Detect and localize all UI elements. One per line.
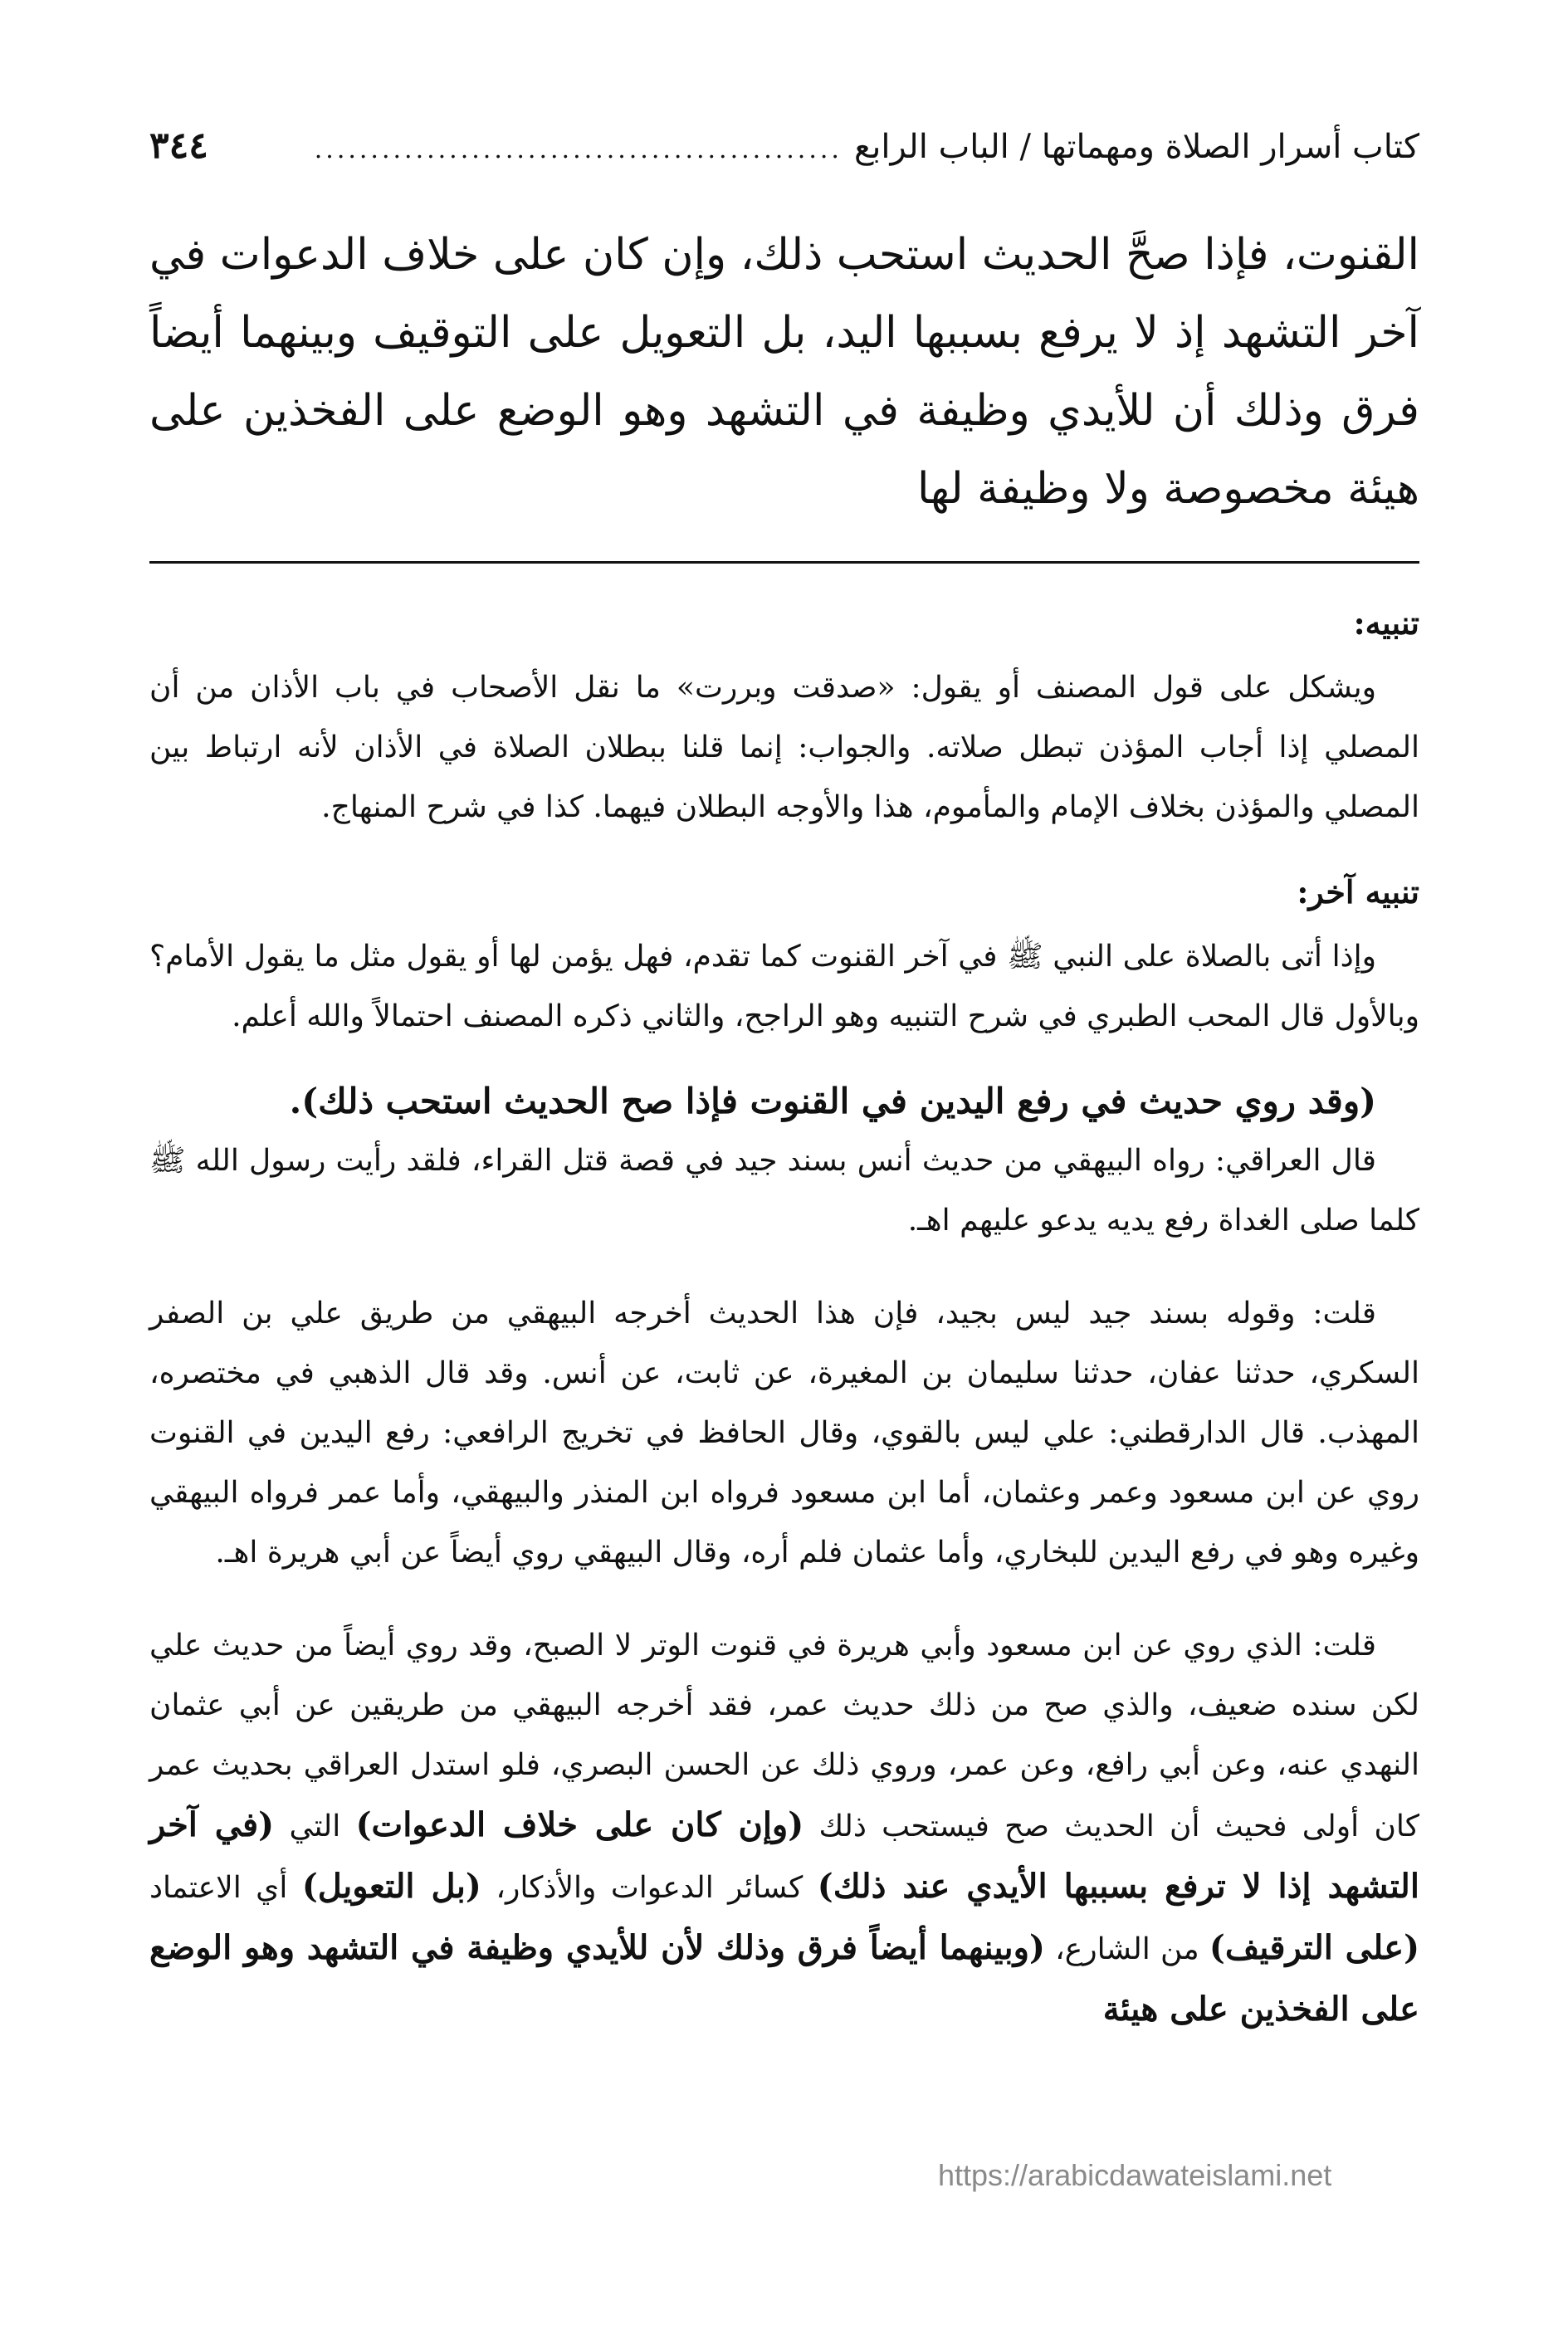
quoted-main-fragment: (على الترقيف) [1209,1928,1420,1967]
commentary-paragraph-iraqi: قال العراقي: رواه البيهقي من حديث أنس بسند جيد في قصة قتل القراء، فلقد رأيت رسول الله ﷺ كلما صلى الغداة رفع يديه يدعو عليهم اهـ. [149,1144,1419,1238]
spacer [149,1047,1419,1072]
note-paragraph: ويشكل على قول المصنف أو يقول: «صدقت وبررت» ما نقل الأصحاب في باب الأذان من أن المصلي إذا أجاب المؤذن تبطل صلاته. والجواب: إنما قلنا ببطلان الصلاة في الأذان لأنه ارتباط بين المصلي والمؤذن بخلاف الإمام والمأموم، هذا والأوجه البطلان فيهما. كذا في شرح المنهاج. [149,671,1419,824]
quoted-main-fragment: (وبينهما أيضاً فرق وذلك لأن للأيدي وظيفة في التشهد وهو الوضع على الفخذين على هيئة [149,1928,1419,2029]
commentary-text: قلت: الذي روي عن ابن مسعود وأبي هريرة في قنوت الوتر لا الصبح، وقد روي أيضاً من حديث علي لكن سنده ضعيف، والذي صح من ذلك حديث عمر، فقد أخرجه البيهقي من طريقين عن أبي عثمان النهدي عنه، وعن أبي رافع، وعن عمر، وروي ذلك عن الحسن البصري، فلو استدل العراقي بحديث عمر كان أولى فحيث أن الحديث صح فيستحب ذلك [149,1629,1420,1843]
commentary-paragraph-qultu-1: قلت: وقوله بسند جيد ليس بجيد، فإن هذا الحديث أخرجه البيهقي من طريق علي بن الصفر السكري، حدثنا عفان، حدثنا سليمان بن المغيرة، عن ثابت، عن أنس. وقد قال الذهبي في مختصره، المهذب. قال الدارقطني: علي ليس بالقوي، وقال الحافظ في تخريج الرافعي: رفع اليدين في القنوت روي عن ابن مسعود وعمر وعثمان، أما ابن مسعود فرواه ابن المنذر والبيهقي، وأما عمر فرواه البيهقي وغيره وهو في رفع اليدين للبخاري، وأما عثمان فلم أره، وقال البيهقي روي أيضاً عن أبي هريرة اهـ. [149,1297,1419,1570]
running-title: كتاب أسرار الصلاة ومهماتها / الباب الرابع [853,128,1419,166]
running-title-wrap [315,128,1419,166]
note-heading-2: تنبيه آخر: [1297,873,1419,911]
commentary-block [149,593,1419,2041]
spacer [149,1251,1419,1284]
commentary-text: أي الاعتماد [149,1871,288,1905]
section-divider [149,561,1419,564]
quoted-main-fragment: (في آخر التشهد إذا لا ترفع بسببها الأيدي عند ذلك) [149,1805,1419,1906]
commentary-text: التي [289,1809,341,1843]
commentary-text: كسائر الدعوات والأذكار، [496,1871,804,1905]
book-page [149,125,1419,2266]
commentary-text: من الشارع، [1055,1932,1199,1966]
leader-dots: ............................................... [314,135,843,164]
spacer [149,837,1419,862]
spacer [149,1583,1419,1616]
watermark-url: https://arabicdawateislami.net [938,2158,1332,2192]
note-paragraph-2: وإذا أتى بالصلاة على النبي ﷺ في آخر القنوت كما تقدم، فهل يؤمن لها أو يقول مثل ما يقول الأمام؟ وبالأول قال المحب الطبري في شرح التنبيه وهو الراجح، والثاني ذكره المصنف احتمالاً والله أعلم. [149,940,1419,1033]
quoted-main-text: (وقد روي حديث في رفع اليدين في القنوت فإذا صح الحديث استحب ذلك). [289,1081,1376,1121]
page-number: ٣٤٤ [149,125,208,167]
main-text-block [149,216,1419,528]
quoted-main-fragment: (وإن كان على خلاف الدعوات) [355,1805,804,1844]
main-text-paragraph: القنوت، فإذا صحَّ الحديث استحب ذلك، وإن كان على خلاف الدعوات في آخر التشهد إذ لا يرفع بسببها اليد، بل التعويل على التوقيف وبينهما أيضاً فرق وذلك أن للأيدي وظيفة في التشهد وهو الوضع على الفخذين على هيئة مخصوصة ولا وظيفة لها [149,230,1419,514]
quoted-main-fragment: (بل التعويل) [301,1867,481,1906]
running-header [149,125,1419,183]
commentary-paragraph-qultu-2 [149,1616,1419,2041]
note-heading: تنبيه: [1353,604,1419,642]
